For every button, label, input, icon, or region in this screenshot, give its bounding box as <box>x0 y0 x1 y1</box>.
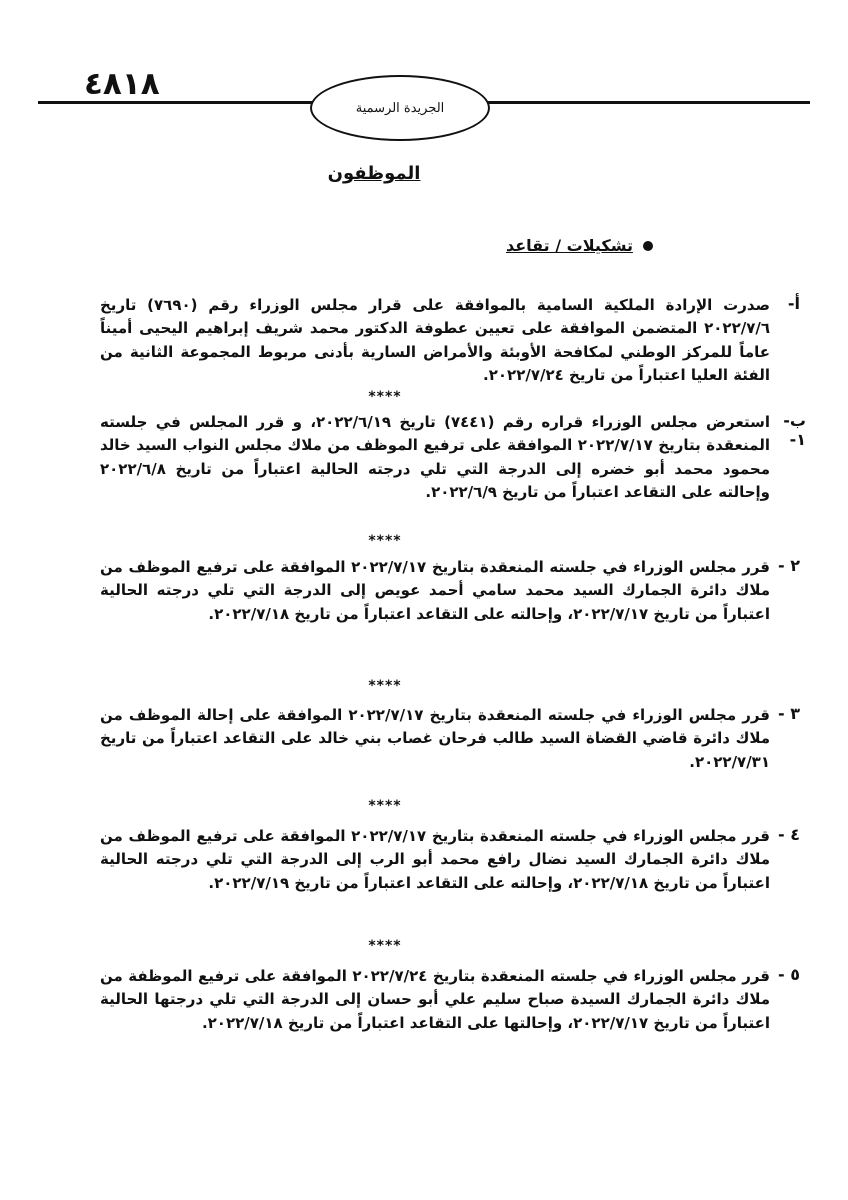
entry-label: ب- ١- <box>783 411 806 449</box>
separator: **** <box>368 389 402 405</box>
entry-3 <box>100 704 800 774</box>
separator: **** <box>368 678 402 694</box>
separator: **** <box>368 938 402 954</box>
entry-label: ٥ - <box>778 965 800 984</box>
entry-text: استعرض مجلس الوزراء قراره رقم (٧٤٤١) تاريخ ٢٠٢٢/٦/١٩، و قرر المجلس في جلسته المنعقدة بتاريخ ٢٠٢٢/٧/١٧ الموافقة على ترفيع الموظف من ملاك مجلس النواب السيد خالد محمود محمد أبو خضره إلى الدرجة التي تلي درجته الحالية اعتباراً من تاريخ ٢٠٢٢/٦/٨ وإحالته على التقاعد اعتباراً من تاريخ ٢٠٢٢/٦/٩. <box>100 413 770 501</box>
gazette-name: الجريدة الرسمية <box>355 100 445 116</box>
entry-4 <box>100 825 800 895</box>
entry-label: ٢ - <box>778 556 800 575</box>
entry-b-1 <box>100 411 806 504</box>
entry-label: ٣ - <box>778 704 800 723</box>
separator: **** <box>368 798 402 814</box>
entry-a <box>100 294 800 387</box>
entry-text: قرر مجلس الوزراء في جلسته المنعقدة بتاريخ ٢٠٢٢/٧/١٧ الموافقة على ترفيع الموظف من ملاك دائرة الجمارك السيد محمد سامي أحمد عويص إلى الدرجة التي تلي درجته الحالية اعتباراً من تاريخ ٢٠٢٢/٧/١٧، وإحالته على التقاعد اعتباراً من تاريخ ٢٠٢٢/٧/١٨. <box>100 558 770 623</box>
entry-text: قرر مجلس الوزراء في جلسته المنعقدة بتاريخ ٢٠٢٢/٧/١٧ الموافقة على إحالة الموظف من ملاك دائرة قاضي القضاة السيد طالب فرحان غصاب بني خالد على التقاعد اعتباراً من تاريخ ٢٠٢٢/٧/٣١. <box>100 706 770 771</box>
entry-text: صدرت الإرادة الملكية السامية بالموافقة على قرار مجلس الوزراء رقم (٧٦٩٠) تاريخ ٢٠٢٢/٧/٦ المتضمن الموافقة على تعيين عطوفة الدكتور محمد شريف إبراهيم اليحيى أميناً عاماً للمركز الوطني لمكافحة الأوبئة والأمراض السارية بأدنى مربوط المجموعة الثانية من الفئة العليا اعتباراً من تاريخ ٢٠٢٢/٧/٢٤. <box>100 296 770 384</box>
bullet-icon <box>643 241 653 251</box>
entry-text: قرر مجلس الوزراء في جلسته المنعقدة بتاريخ ٢٠٢٢/٧/١٧ الموافقة على ترفيع الموظف من ملاك دائرة الجمارك السيد نضال رافع محمد أبو الرب إلى الدرجة التي تلي درجته الحالية اعتباراً من تاريخ ٢٠٢٢/٧/١٨، وإحالته على التقاعد اعتباراً من تاريخ ٢٠٢٢/٧/١٩. <box>100 827 770 892</box>
gazette-name-badge <box>310 75 490 141</box>
entry-label: ٤ - <box>778 825 800 844</box>
topic-heading <box>506 236 653 255</box>
topic-label: تشكيلات / تقاعد <box>505 236 633 255</box>
section-title: الموظفون <box>327 163 421 184</box>
entry-label: أ- <box>787 294 800 313</box>
page-number: ٤٨١٨ <box>84 66 160 102</box>
entry-2 <box>100 556 800 626</box>
separator: **** <box>368 533 402 549</box>
entry-5 <box>100 965 800 1035</box>
entry-text: قرر مجلس الوزراء في جلسته المنعقدة بتاريخ ٢٠٢٢/٧/٢٤ الموافقة على ترفيع الموظفة من ملاك دائرة الجمارك السيدة صباح سليم علي أبو حسان إلى الدرجة التي تلي درجتها الحالية اعتباراً من تاريخ ٢٠٢٢/٧/١٧، وإحالتها على التقاعد اعتباراً من تاريخ ٢٠٢٢/٧/١٨. <box>100 967 770 1032</box>
